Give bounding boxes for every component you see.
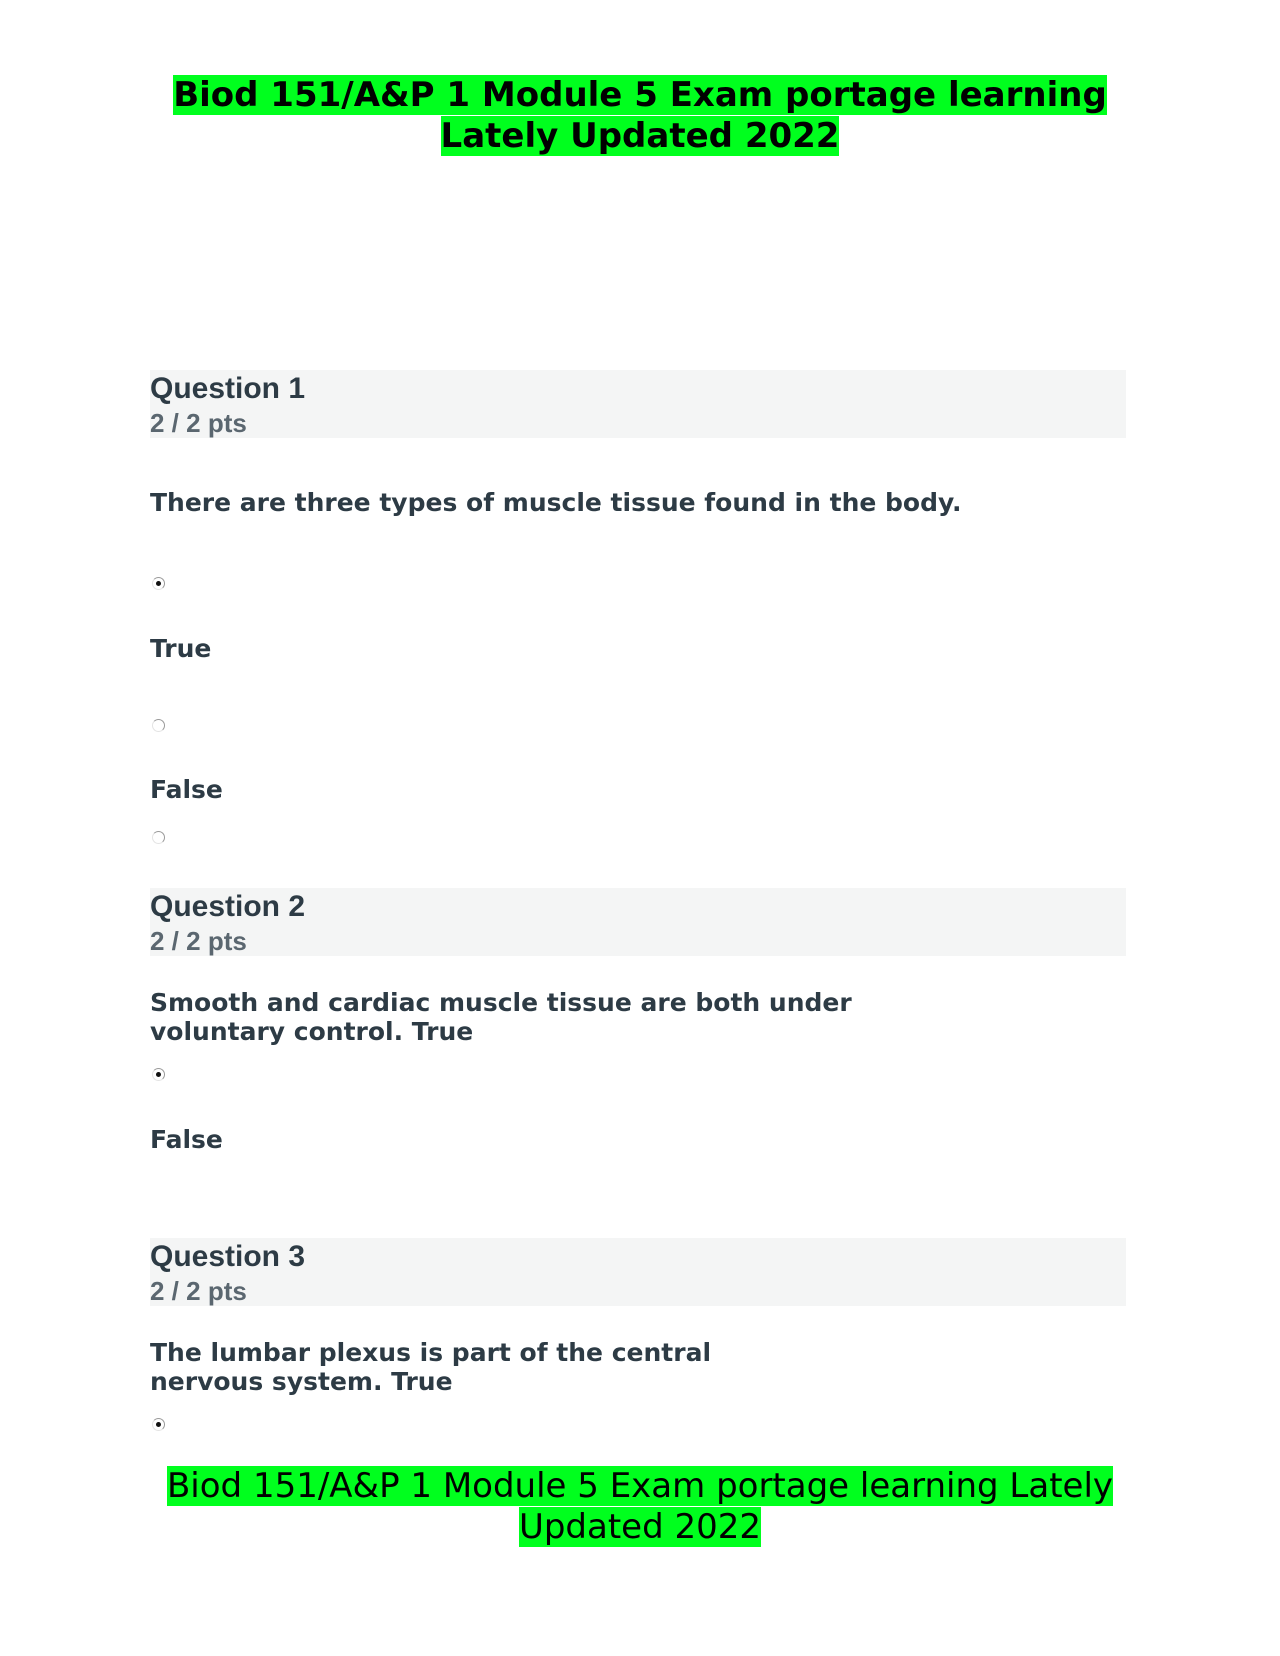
question-2-title: Question 2 bbox=[150, 890, 306, 923]
question-3-radio-true[interactable] bbox=[152, 1418, 165, 1431]
question-1-option-true[interactable]: True bbox=[150, 634, 212, 663]
question-3-header bbox=[150, 1238, 1126, 1306]
page-title bbox=[140, 75, 1140, 157]
page-footer-title bbox=[140, 1466, 1140, 1548]
question-3-title: Question 3 bbox=[150, 1240, 306, 1273]
question-3-text bbox=[150, 1338, 711, 1396]
question-2-text-line-1: Smooth and cardiac muscle tissue are both under bbox=[150, 988, 852, 1017]
question-1-title: Question 1 bbox=[150, 372, 306, 405]
question-1-header bbox=[150, 370, 1126, 438]
question-2-text-line-2: voluntary control. True bbox=[150, 1017, 474, 1046]
question-1-radio-true[interactable] bbox=[152, 577, 165, 590]
question-1-points: 2 / 2 pts bbox=[150, 408, 247, 438]
question-2-option-false[interactable]: False bbox=[150, 1125, 223, 1154]
footer-title-line-2: Updated 2022 bbox=[518, 1507, 762, 1547]
question-2-radio-true[interactable] bbox=[152, 1068, 165, 1081]
question-1-radio-false[interactable] bbox=[152, 719, 165, 732]
question-3-text-line-1: The lumbar plexus is part of the central bbox=[150, 1338, 712, 1367]
question-1-text: There are three types of muscle tissue found in the body. bbox=[150, 488, 962, 517]
question-3-text-line-2: nervous system. True bbox=[150, 1367, 453, 1396]
question-1-radio-extra[interactable] bbox=[152, 831, 165, 844]
question-2-text bbox=[150, 988, 852, 1046]
question-1-option-false[interactable]: False bbox=[150, 775, 223, 804]
page-title-line-1: Biod 151/A&P 1 Module 5 Exam portage learning bbox=[173, 75, 1107, 115]
question-3-points: 2 / 2 pts bbox=[150, 1276, 247, 1306]
question-2-points: 2 / 2 pts bbox=[150, 926, 247, 956]
footer-title-line-1: Biod 151/A&P 1 Module 5 Exam portage learning Lately bbox=[166, 1466, 1114, 1506]
page-title-line-2: Lately Updated 2022 bbox=[440, 116, 840, 156]
question-2-header bbox=[150, 888, 1126, 956]
